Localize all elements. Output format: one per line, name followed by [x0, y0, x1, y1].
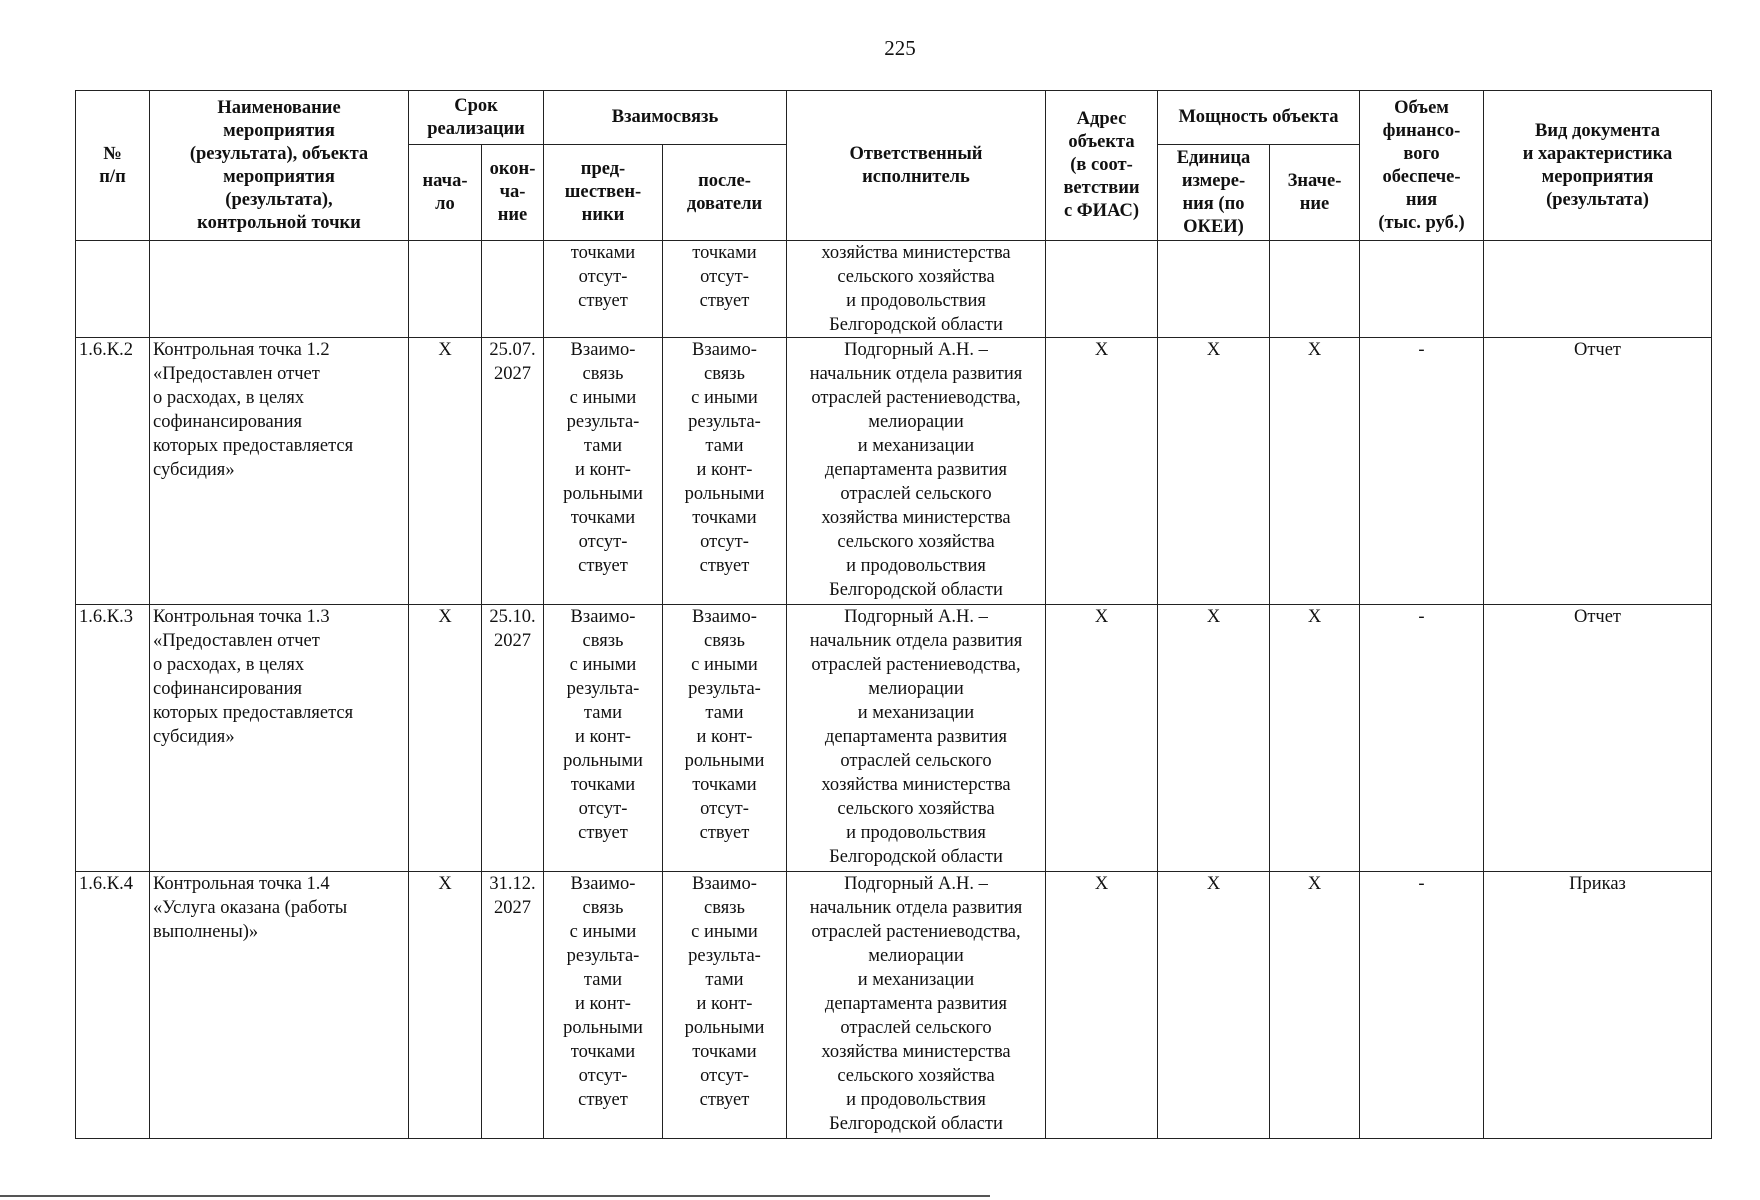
cell-next: точками отсут- ствует: [663, 241, 787, 338]
cell-funding: -: [1360, 605, 1484, 872]
header-link-next: после- дователи: [663, 145, 787, 241]
cell-start: X: [409, 338, 482, 605]
cell-next: Взаимо- связь с иными результа- тами и конт- рольными точками отсут- ствует: [663, 605, 787, 872]
table-row: [76, 241, 1712, 338]
header-term-start: нача- ло: [409, 145, 482, 241]
cell-funding: -: [1360, 872, 1484, 1139]
cell-end: [482, 241, 544, 338]
cell-start: X: [409, 872, 482, 1139]
cell-unit: X: [1158, 872, 1270, 1139]
cell-value: X: [1270, 872, 1360, 1139]
table-row: [76, 605, 1712, 872]
cell-doc: Отчет: [1484, 338, 1712, 605]
header-funding: Объем финансо- вого обеспече- ния (тыс. руб.): [1360, 91, 1484, 241]
cell-start: [409, 241, 482, 338]
header-name: Наименование мероприятия (результата), объекта мероприятия (результата), контрольной точки: [150, 91, 409, 241]
header-link-pred: пред- шествен- ники: [544, 145, 663, 241]
cell-doc: Отчет: [1484, 605, 1712, 872]
cell-address: X: [1046, 872, 1158, 1139]
cell-name: Контрольная точка 1.4 «Услуга оказана (работы выполнены)»: [150, 872, 409, 1139]
cell-address: X: [1046, 338, 1158, 605]
cell-responsible: Подгорный А.Н. – начальник отдела развития отраслей растениеводства, мелиорации и механизации департамента развития отраслей сельского хозяйства министерства сельского хозяйства и продовольствия Белгородской области: [787, 605, 1046, 872]
header-link: Взаимосвязь: [544, 91, 787, 145]
header-capacity-unit: Единица измере- ния (по ОКЕИ): [1158, 145, 1270, 241]
header-address: Адрес объекта (в соот- ветствии с ФИАС): [1046, 91, 1158, 241]
cell-address: X: [1046, 605, 1158, 872]
header-capacity: Мощность объекта: [1158, 91, 1360, 145]
cell-value: X: [1270, 338, 1360, 605]
cell-value: X: [1270, 605, 1360, 872]
cell-pred: точками отсут- ствует: [544, 241, 663, 338]
bottom-rule: [0, 1195, 990, 1197]
cell-num: 1.6.К.4: [76, 872, 150, 1139]
cell-responsible: хозяйства министерства сельского хозяйства и продовольствия Белгородской области: [787, 241, 1046, 338]
cell-end: 31.12. 2027: [482, 872, 544, 1139]
cell-unit: X: [1158, 605, 1270, 872]
cell-next: Взаимо- связь с иными результа- тами и конт- рольными точками отсут- ствует: [663, 338, 787, 605]
cell-start: X: [409, 605, 482, 872]
cell-unit: [1158, 241, 1270, 338]
cell-pred: Взаимо- связь с иными результа- тами и конт- рольными точками отсут- ствует: [544, 872, 663, 1139]
header-num: № п/п: [76, 91, 150, 241]
cell-end: 25.10. 2027: [482, 605, 544, 872]
cell-end: 25.07. 2027: [482, 338, 544, 605]
page-number: 225: [884, 36, 916, 60]
table-row: [76, 872, 1712, 1139]
cell-unit: X: [1158, 338, 1270, 605]
cell-pred: Взаимо- связь с иными результа- тами и конт- рольными точками отсут- ствует: [544, 338, 663, 605]
cell-funding: -: [1360, 338, 1484, 605]
plan-table: [75, 90, 1712, 1139]
cell-responsible: Подгорный А.Н. – начальник отдела развития отраслей растениеводства, мелиорации и механизации департамента развития отраслей сельского хозяйства министерства сельского хозяйства и продовольствия Белгородской области: [787, 338, 1046, 605]
cell-doc: Приказ: [1484, 872, 1712, 1139]
header-term-end: окон- ча- ние: [482, 145, 544, 241]
header-term: Срок реализации: [409, 91, 544, 145]
table-row: [76, 338, 1712, 605]
cell-doc: [1484, 241, 1712, 338]
cell-name: Контрольная точка 1.2 «Предоставлен отчет о расходах, в целях софинансирования которых предоставляется субсидия»: [150, 338, 409, 605]
cell-pred: Взаимо- связь с иными результа- тами и конт- рольными точками отсут- ствует: [544, 605, 663, 872]
cell-funding: [1360, 241, 1484, 338]
cell-num: 1.6.К.2: [76, 338, 150, 605]
cell-next: Взаимо- связь с иными результа- тами и конт- рольными точками отсут- ствует: [663, 872, 787, 1139]
header-responsible: Ответственный исполнитель: [787, 91, 1046, 241]
header-capacity-value: Значе- ние: [1270, 145, 1360, 241]
cell-num: 1.6.К.3: [76, 605, 150, 872]
header-doc-type: Вид документа и характеристика мероприятия (результата): [1484, 91, 1712, 241]
cell-num: [76, 241, 150, 338]
cell-address: [1046, 241, 1158, 338]
cell-value: [1270, 241, 1360, 338]
cell-responsible: Подгорный А.Н. – начальник отдела развития отраслей растениеводства, мелиорации и механизации департамента развития отраслей сельского хозяйства министерства сельского хозяйства и продовольствия Белгородской области: [787, 872, 1046, 1139]
cell-name: [150, 241, 409, 338]
cell-name: Контрольная точка 1.3 «Предоставлен отчет о расходах, в целях софинансирования которых предоставляется субсидия»: [150, 605, 409, 872]
